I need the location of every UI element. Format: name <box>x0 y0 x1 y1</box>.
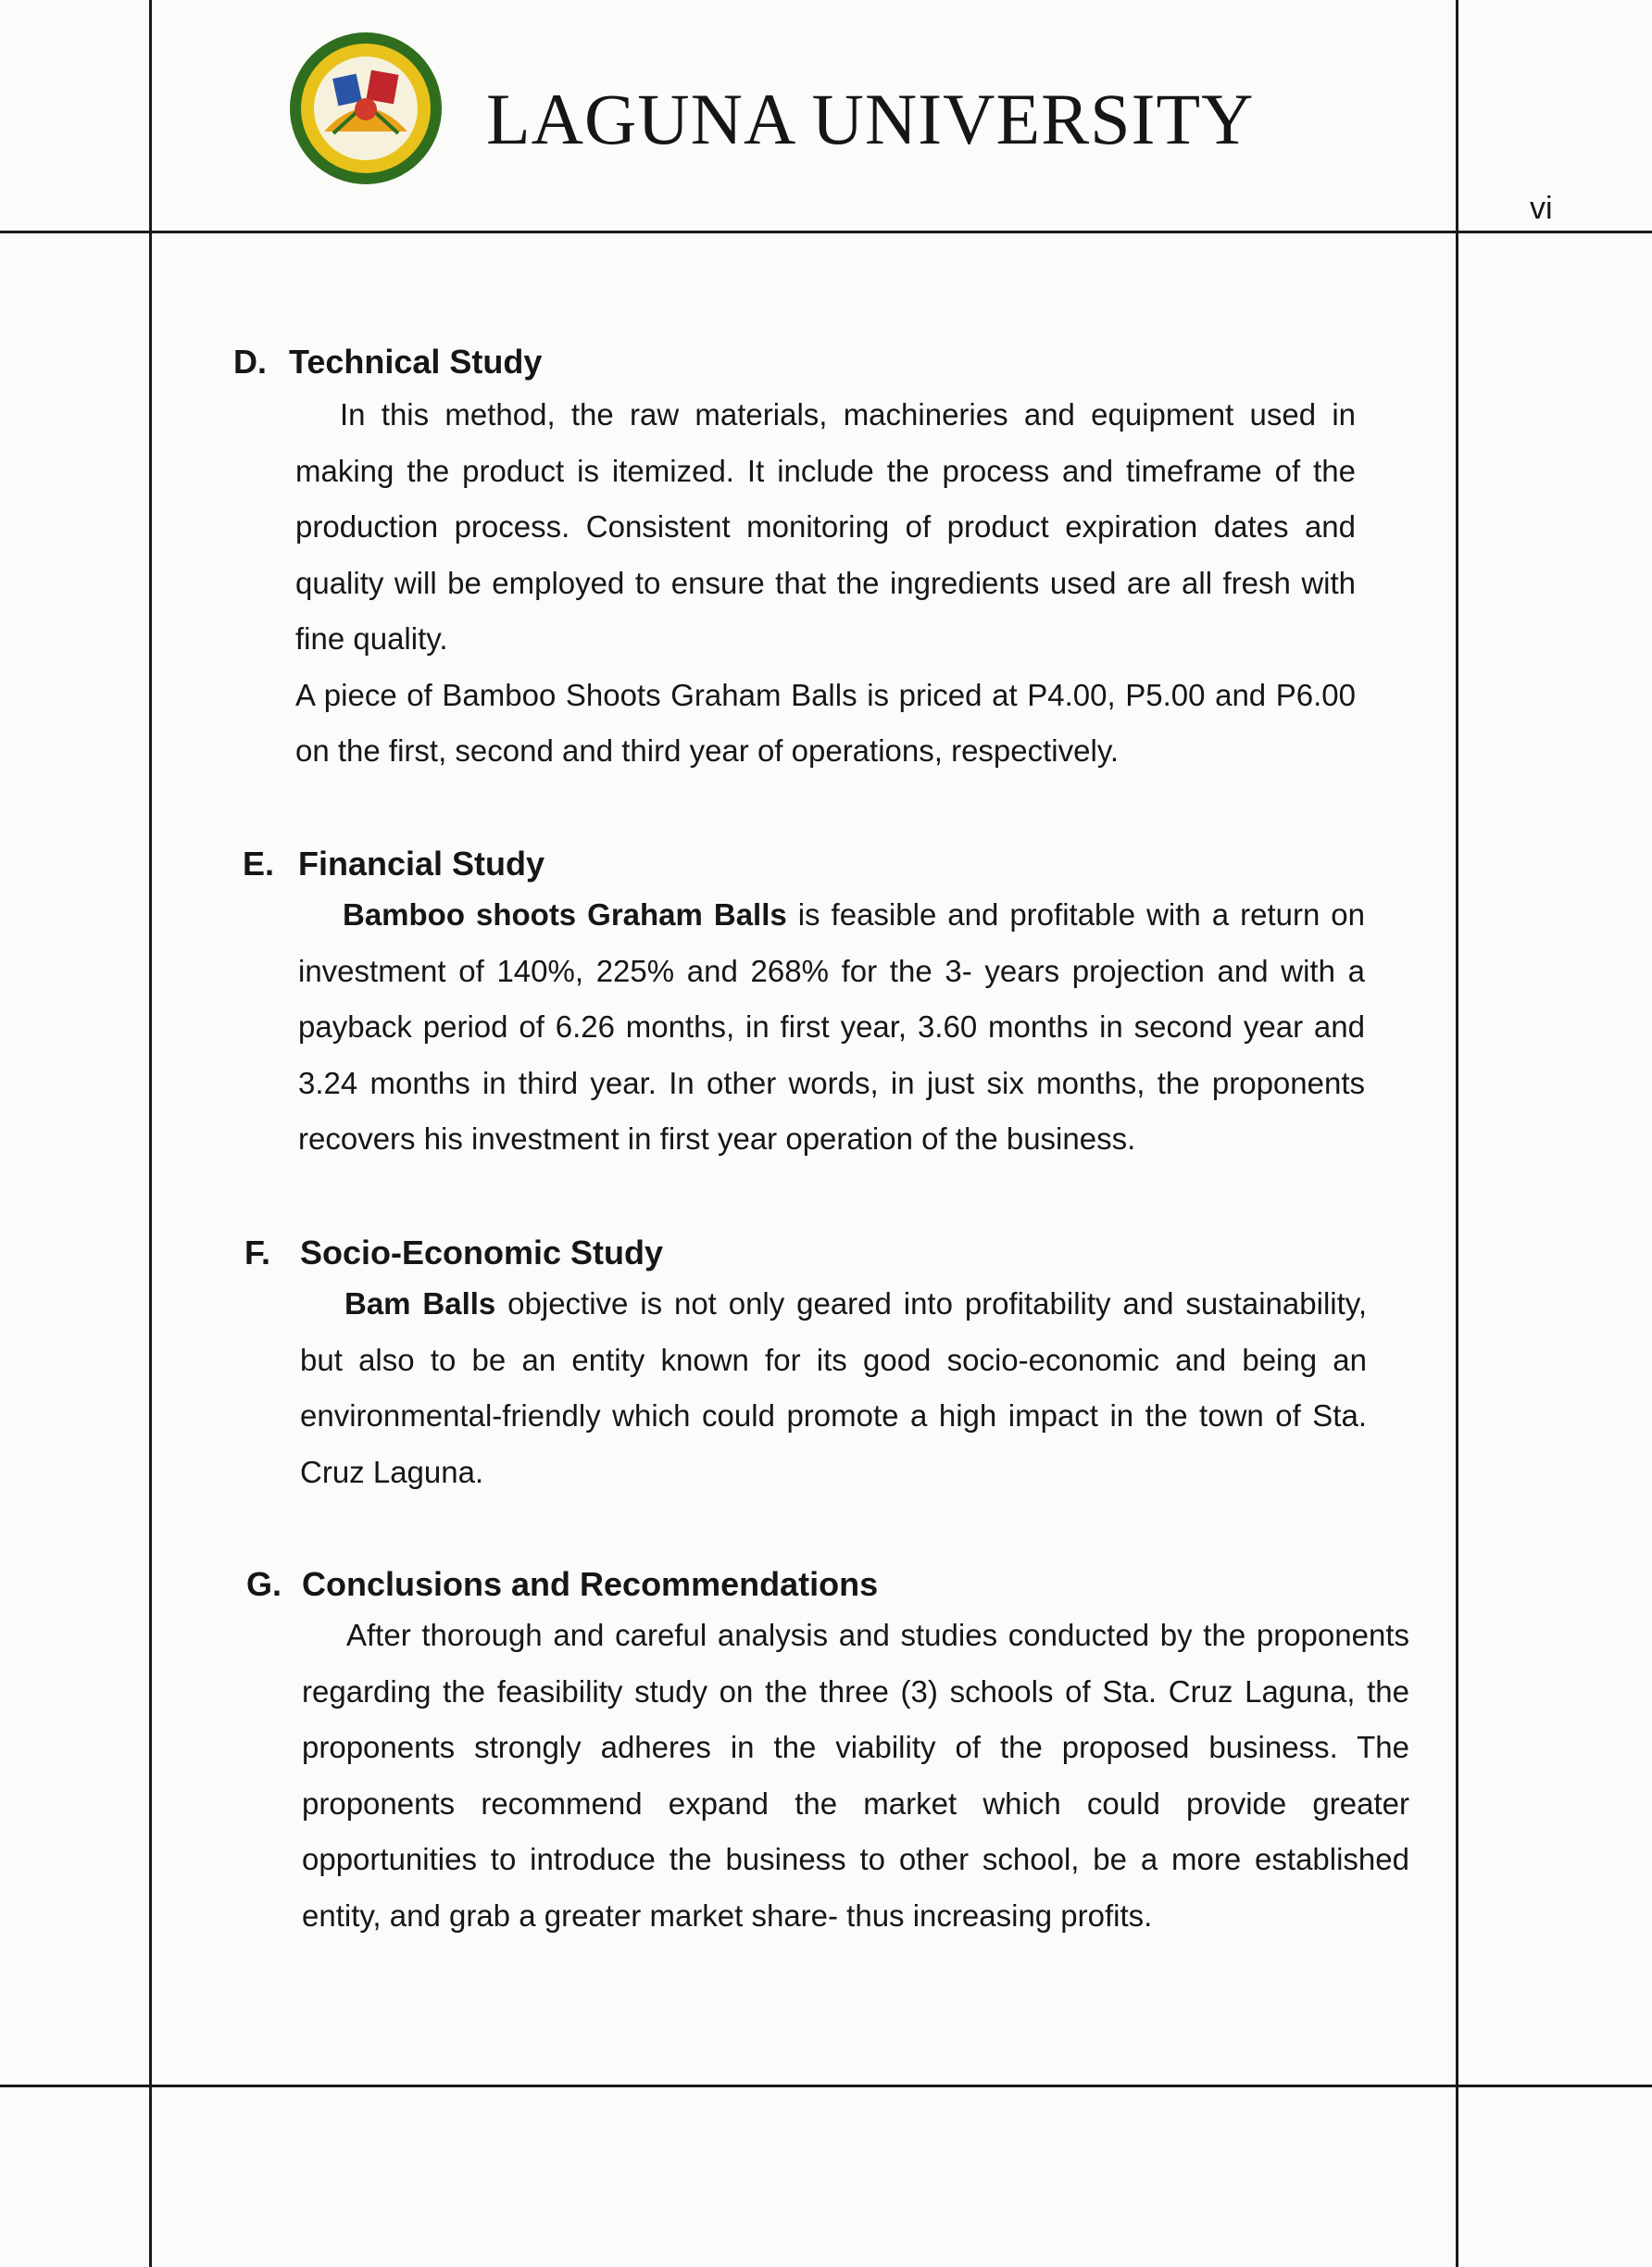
section-heading <box>233 343 1356 382</box>
university-name: LAGUNA UNIVERSITY <box>486 79 1255 159</box>
section-socio-economic-study <box>244 1234 1367 1500</box>
section-paragraph <box>298 887 1365 1168</box>
page-header <box>287 20 1306 169</box>
section-paragraph <box>300 1276 1367 1500</box>
section-technical-study <box>233 343 1356 780</box>
section-financial-study <box>243 845 1365 1168</box>
section-title: Technical Study <box>289 343 543 381</box>
section-title: Socio-Economic Study <box>300 1234 664 1271</box>
section-conclusions <box>246 1565 1409 1944</box>
section-heading <box>244 1234 1367 1272</box>
university-seal-logo <box>287 30 444 187</box>
section-heading <box>246 1565 1409 1604</box>
section-letter: G. <box>246 1565 282 1603</box>
header-divider-line <box>0 231 1652 233</box>
brand-name: Bam Balls <box>344 1286 496 1321</box>
section-paragraph <box>295 668 1356 780</box>
section-letter: D. <box>233 343 267 381</box>
footer-divider-line <box>0 2085 1652 2087</box>
paragraph-text: In this method, the raw materials, machineries and equipment used in making the product is itemized. It include the process and timeframe of the production process. Consistent monitoring of product expiration dates and quality will be employed to ensure that the ingredients used are all fresh with fine quality. <box>295 397 1356 656</box>
section-letter: E. <box>243 845 275 883</box>
section-letter: F. <box>244 1234 271 1271</box>
page-number: vi <box>1530 191 1553 226</box>
right-margin-line <box>1456 0 1458 2267</box>
product-name: Bamboo shoots Graham Balls <box>343 897 787 932</box>
section-title: Conclusions and Recommendations <box>302 1565 879 1603</box>
paragraph-text: is feasible and profitable with a return on investment of 140%, 225% and 268% for the 3- years projection and with a payback period of 6.26 months, in first year, 3.60 months in second year and 3.24 months in third year. In other words, in just six months, the proponents recovers his investment in first year operation of the business. <box>298 897 1365 1156</box>
section-paragraph <box>302 1608 1409 1944</box>
paragraph-text: objective is not only geared into profitability and sustainability, but also to be an entity known for its good socio-economic and being an environmental-friendly which could promote a high impact in the town of Sta. Cruz Laguna. <box>300 1286 1367 1489</box>
section-paragraph <box>295 387 1356 668</box>
section-heading <box>243 845 1365 883</box>
section-title: Financial Study <box>298 845 545 883</box>
left-margin-line <box>149 0 152 2267</box>
paragraph-text: A piece of Bamboo Shoots Graham Balls is priced at P4.00, P5.00 and P6.00 on the first, second and third year of operations, respectively. <box>295 677 1356 768</box>
paragraph-text: After thorough and careful analysis and studies conducted by the proponents regarding the feasibility study on the three (3) schools of Sta. Cruz Laguna, the proponents strongly adheres in the viability of the proposed business. The proponents recommend expand the market which could provide greater opportunities to introduce the business to other school, be a more established entity, and grab a greater market share- thus increasing profits. <box>302 1618 1409 1933</box>
